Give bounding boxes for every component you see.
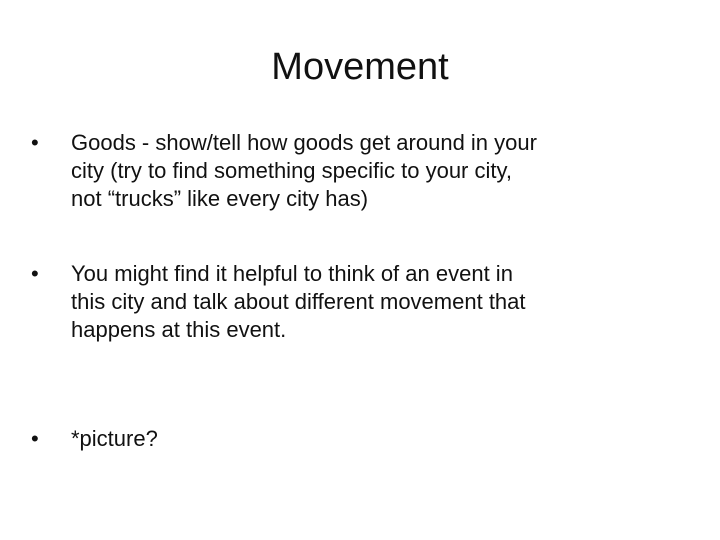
bullet-marker: • xyxy=(31,130,39,155)
bullet-text: Goods - show/tell how goods get around in your city (try to find something specific to your city, not “trucks” like every city has) xyxy=(71,130,537,211)
bullet-item-picture xyxy=(28,425,668,453)
slide-title: Movement xyxy=(271,46,449,88)
bullet-marker: • xyxy=(31,426,39,451)
bullet-item-event xyxy=(28,260,668,344)
bullet-marker: • xyxy=(31,261,39,286)
bullet-item-goods xyxy=(28,129,668,213)
bullet-text: *picture? xyxy=(71,426,158,451)
bullet-text: You might find it helpful to think of an event in this city and talk about different movement that happens at this event. xyxy=(71,261,526,342)
